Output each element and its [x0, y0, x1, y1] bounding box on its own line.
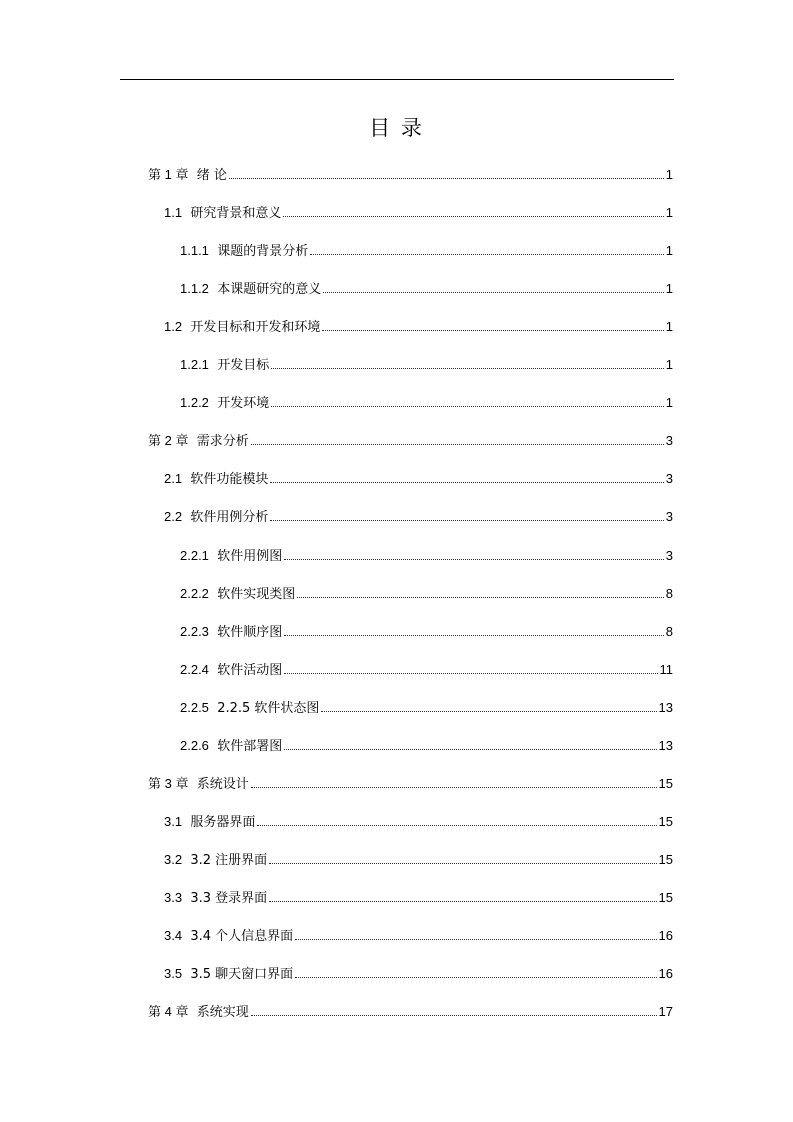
toc-entry-title: 2.2.5 软件状态图 [217, 701, 320, 716]
toc-entry[interactable] [148, 166, 673, 184]
toc-entry-gap [209, 662, 217, 680]
toc-entry-number: 2.2.3 [180, 624, 209, 639]
toc-entry-title: 软件部署图 [217, 739, 283, 754]
toc-entry-number: 2.2.5 [180, 700, 209, 715]
toc-entry-number: 第 2 章 [148, 433, 189, 448]
toc-entry-gap [182, 966, 190, 984]
toc-entry-title: 软件顺序图 [217, 625, 283, 640]
toc-entry-gap [209, 395, 217, 413]
toc-entry-gap [188, 167, 196, 185]
toc-dot-leader [270, 482, 663, 483]
toc-entry-page: 13 [658, 738, 673, 753]
toc-dot-leader [284, 673, 657, 674]
toc-entry-number: 第 3 章 [148, 776, 189, 791]
toc-entry-title: 软件用例图 [217, 549, 283, 564]
toc-entry[interactable] [164, 470, 673, 488]
toc-entry-gap [182, 205, 190, 223]
toc-entry-title: 3.3 登录界面 [190, 891, 268, 906]
toc-entry-gap [209, 586, 217, 604]
toc-entry-gap [182, 319, 190, 337]
toc-entry-title: 本课题研究的意义 [217, 282, 322, 297]
toc-entry-number: 2.2 [164, 509, 183, 524]
toc-dot-leader [284, 559, 664, 560]
toc-entry-title: 3.2 注册界面 [190, 853, 268, 868]
toc-dot-leader [284, 635, 664, 636]
toc-entry[interactable] [164, 927, 673, 945]
toc-entry-number: 2.2.4 [180, 662, 209, 677]
toc-entry[interactable] [164, 965, 673, 983]
toc-entry-gap [209, 357, 217, 375]
toc-entry-title: 绪 论 [196, 168, 227, 183]
toc-dot-leader [257, 825, 656, 826]
toc-entry-title: 课题的背景分析 [217, 244, 309, 259]
toc-entry[interactable] [180, 547, 673, 565]
toc-entry-number: 2.2.1 [180, 548, 209, 563]
toc-dot-leader [297, 597, 664, 598]
toc-entry-gap [182, 890, 190, 908]
toc-entry-number: 3.1 [164, 814, 183, 829]
toc-entry-title: 需求分析 [196, 434, 249, 449]
toc-entry-number: 3.5 [164, 966, 183, 981]
toc-entry-title: 开发目标 [217, 358, 270, 373]
toc-dot-leader [271, 406, 664, 407]
toc-dot-leader [284, 749, 656, 750]
toc-entry[interactable] [164, 318, 673, 336]
toc-entry-page: 1 [665, 319, 673, 334]
toc-entry-title: 服务器界面 [190, 815, 256, 830]
toc-entry-title: 软件实现类图 [217, 587, 296, 602]
toc-entry[interactable] [164, 851, 673, 869]
toc-dot-leader [323, 292, 664, 293]
toc-entry-number: 3.4 [164, 928, 183, 943]
toc-entry-gap [182, 814, 190, 832]
toc-entry-page: 11 [659, 662, 673, 677]
toc-entry-gap [188, 433, 196, 451]
toc-dot-leader [269, 863, 656, 864]
toc-dot-leader [270, 520, 663, 521]
toc-entry-number: 2.2.6 [180, 738, 209, 753]
toc-dot-leader [269, 901, 656, 902]
toc-entry-number: 2.1 [164, 471, 183, 486]
toc-entry[interactable] [164, 813, 673, 831]
toc-entry-page: 15 [658, 814, 673, 829]
toc-entry-number: 2.2.2 [180, 586, 209, 601]
toc-entry-number: 1.2.2 [180, 395, 209, 410]
toc-entry-page: 3 [665, 548, 673, 563]
toc-entry-page: 8 [665, 624, 673, 639]
toc-dot-leader [251, 1015, 657, 1016]
toc-entry[interactable] [180, 585, 673, 603]
toc-dot-leader [321, 711, 656, 712]
toc-entry-title: 研究背景和意义 [190, 206, 282, 221]
toc-dot-leader [271, 368, 664, 369]
toc-entry-page: 1 [665, 395, 673, 410]
toc-entry-gap [209, 738, 217, 756]
toc-entry-title: 系统实现 [196, 1005, 249, 1020]
toc-entry-title: 开发目标和开发和环境 [190, 320, 321, 335]
toc-entry-page: 3 [665, 433, 673, 448]
toc-entry-page: 1 [665, 243, 673, 258]
toc-dot-leader [322, 330, 663, 331]
toc-entry-number: 3.3 [164, 890, 183, 905]
toc-entry[interactable] [180, 242, 673, 260]
toc-entry-gap [188, 1004, 196, 1022]
toc-entry-number: 1.1 [164, 205, 183, 220]
toc-entry[interactable] [148, 432, 673, 450]
toc-entry-number: 3.2 [164, 852, 183, 867]
toc-entry-number: 第 1 章 [148, 167, 189, 182]
toc-entry-page: 1 [665, 167, 673, 182]
toc-title: 目 录 [369, 116, 424, 140]
toc-entry-title: 软件功能模块 [190, 472, 269, 487]
toc-entry[interactable] [164, 889, 673, 907]
toc-entry-gap [209, 548, 217, 566]
toc-entry-title: 系统设计 [196, 777, 249, 792]
toc-entry-page: 1 [665, 357, 673, 372]
toc-dot-leader [295, 939, 656, 940]
toc-dot-leader [310, 254, 664, 255]
toc-entry-title: 3.5 聊天窗口界面 [190, 967, 294, 982]
toc-entry-gap [209, 243, 217, 261]
toc-entry-page: 1 [665, 205, 673, 220]
toc-entry-page: 16 [658, 928, 673, 943]
toc-dot-leader [295, 977, 656, 978]
toc-entry-gap [182, 509, 190, 527]
toc-entry[interactable] [148, 775, 673, 793]
toc-entry-number: 第 4 章 [148, 1004, 189, 1019]
toc-entry[interactable] [180, 623, 673, 641]
toc-entry-title: 开发环境 [217, 396, 270, 411]
toc-entry-page: 16 [658, 966, 673, 981]
toc-entry-page: 1 [665, 281, 673, 296]
toc-entry-page: 13 [658, 700, 673, 715]
toc-dot-leader [283, 216, 663, 217]
toc-entry-page: 15 [658, 852, 673, 867]
toc-entry-gap [209, 700, 217, 718]
toc-dot-leader [229, 178, 664, 179]
toc-entry-page: 15 [658, 890, 673, 905]
toc-entry-gap [188, 776, 196, 794]
toc-entry-number: 1.1.1 [180, 243, 209, 258]
toc-entry[interactable] [180, 356, 673, 374]
toc-entry[interactable] [180, 737, 673, 755]
toc-entry-gap [182, 928, 190, 946]
toc-entry-page: 15 [658, 776, 673, 791]
toc-entry-title: 3.4 个人信息界面 [190, 929, 294, 944]
toc-entry-number: 1.2 [164, 319, 183, 334]
toc-entry-gap [209, 624, 217, 642]
toc-entry-title: 软件用例分析 [190, 510, 269, 525]
toc-entry-gap [182, 852, 190, 870]
toc-entry[interactable] [180, 394, 673, 412]
toc-entry-page: 8 [665, 586, 673, 601]
toc-entry-page: 3 [665, 509, 673, 524]
toc-dot-leader [251, 444, 664, 445]
toc-entry-title: 软件活动图 [217, 663, 283, 678]
toc-entry[interactable] [148, 1003, 673, 1021]
toc-entry[interactable] [164, 508, 673, 526]
toc-dot-leader [251, 787, 657, 788]
toc-entry-number: 1.2.1 [180, 357, 209, 372]
toc-entry[interactable] [180, 699, 673, 717]
toc-entry-page: 17 [658, 1004, 673, 1019]
toc-entry[interactable] [164, 204, 673, 222]
toc-entry-page: 3 [665, 471, 673, 486]
toc-entry[interactable] [180, 280, 673, 298]
toc-entry-number: 1.1.2 [180, 281, 209, 296]
toc-entry-gap [182, 471, 190, 489]
toc-entry[interactable] [180, 661, 673, 679]
toc-entry-gap [209, 281, 217, 299]
